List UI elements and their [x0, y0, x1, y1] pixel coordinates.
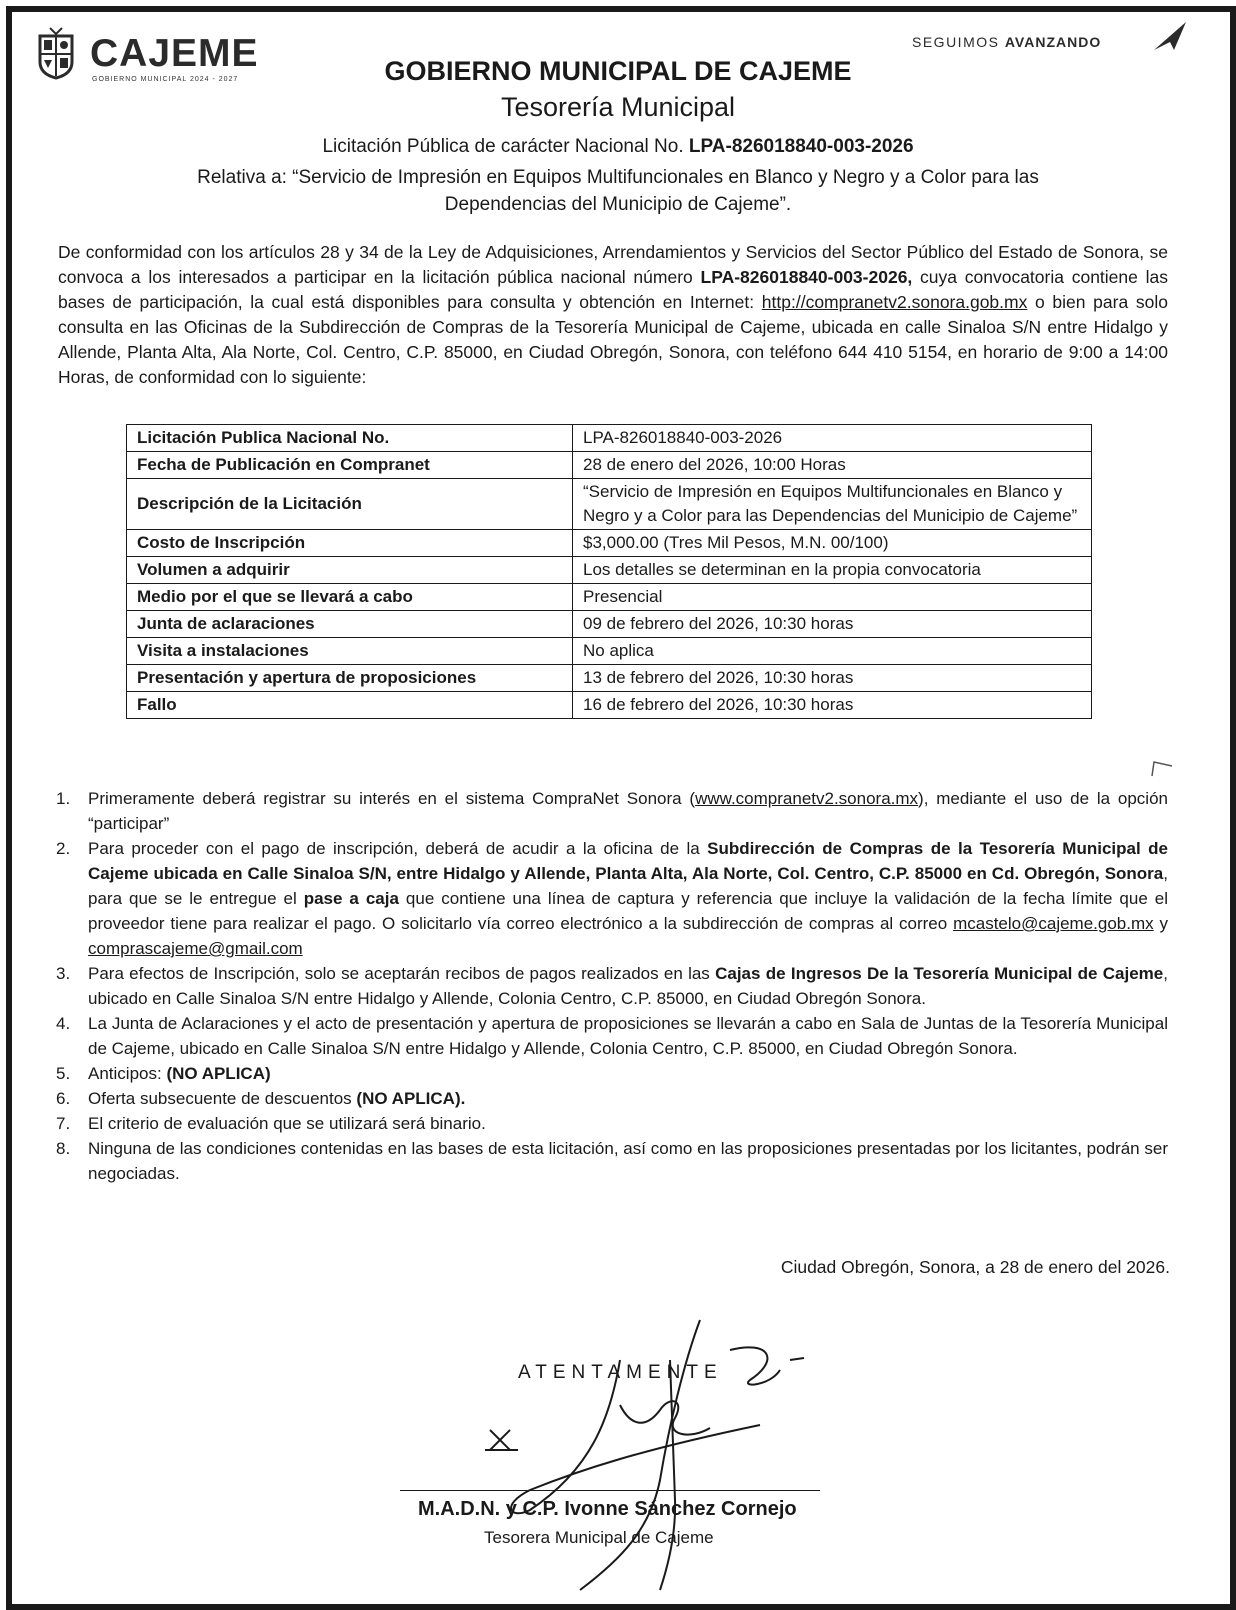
- intro-paragraph: [58, 240, 1168, 390]
- table-row: [127, 665, 1092, 692]
- condition-text: Oferta subsecuente de descuentos: [88, 1089, 352, 1108]
- condition-3: [56, 961, 1168, 1011]
- intro-part-1: De conformidad con los artículos 28 y 34 de la Ley de Adquisiciones, Arrendamientos y Servicios del Sector Público del Estado de Sonora, se convoca a los interesados a participar en la licitación pública nacional número: [58, 242, 1168, 287]
- condition-number: 5.: [56, 1064, 71, 1083]
- table-row: [127, 557, 1092, 584]
- condition-bold-text: (NO APLICA): [166, 1064, 271, 1083]
- table-label-cell: Fallo: [127, 692, 573, 719]
- place-date: Ciudad Obregón, Sonora, a 28 de enero del 2026.: [780, 1257, 1170, 1277]
- relativa-line-1: Relativa a: “Servicio de Impresión en Equipos Multifuncionales en Blanco y Negro y a Color para las: [197, 167, 1039, 188]
- page-title: GOBIERNO MUNICIPAL DE CAJEME: [384, 56, 852, 86]
- condition-6: [56, 1086, 1168, 1111]
- table-row: [127, 530, 1092, 557]
- condition-text: , ubicado en Calle Sinaloa S/N entre Hidalgo y Allende, Colonia Centro, C.P. 85000, en Ciudad Obregón Sonora.: [88, 964, 1168, 1008]
- table-row: [127, 452, 1092, 479]
- condition-text: Primeramente deberá registrar su interés en el sistema CompraNet Sonora (: [88, 789, 696, 808]
- table-value-cell: Los detalles se determinan en la propia convocatoria: [573, 557, 1092, 584]
- table-value-cell: 09 de febrero del 2026, 10:30 horas: [573, 611, 1092, 638]
- condition-text: Para proceder con el pago de inscripción, deberá de acudir a la oficina de la: [88, 839, 700, 858]
- condition-number: 2.: [56, 839, 71, 858]
- condition-bold-text: Subdirección de Compras de la Tesorería Municipal de Cajeme ubicada en Calle Sinaloa S/N, entre Hidalgo y Allende, Planta Alta, Ala Norte, Col. Centro, C.P. 85000 en Cd. Obregón, Sonora: [88, 839, 1168, 883]
- condition-text: que contiene una línea de captura y referencia que incluye la validación de la fecha límite que el proveedor tiene para realizar el pago. O solicitarlo vía correo electrónico a la subdirección de compras al correo: [88, 889, 1168, 933]
- logo-wordmark: CAJEME: [90, 32, 259, 75]
- signer-role: Tesorera Municipal de Cajeme: [484, 1528, 714, 1547]
- intro-part-3: o bien para solo consulta en las Oficinas de la Subdirección de Compras de la Tesorería Municipal de Cajeme, ubicada en calle Sinaloa S/N entre Hidalgo y Allende, Planta Alta, Ala Norte, Col. Centro, C.P. 85000, en Ciudad Obregón, Sonora, con teléfono 644 410 5154, en horario de 9:00 a 14:00 Horas, de conformidad con lo siguiente:: [58, 292, 1168, 387]
- condition-8: [56, 1136, 1168, 1186]
- condition-2: [56, 836, 1168, 961]
- email-link-compras[interactable]: comprascajeme@gmail.com: [88, 939, 303, 958]
- condition-text: y: [1159, 914, 1168, 933]
- licitacion-table: [126, 424, 1092, 719]
- table-label-cell: Licitación Publica Nacional No.: [127, 425, 573, 452]
- table-label-cell: Junta de aclaraciones: [127, 611, 573, 638]
- table-row: [127, 611, 1092, 638]
- condition-number: 1.: [56, 789, 71, 808]
- condition-7: [56, 1111, 1168, 1136]
- table-value-cell: No aplica: [573, 638, 1092, 665]
- table-value-cell: LPA-826018840-003-2026: [573, 425, 1092, 452]
- licitacion-prefix: Licitación Pública de carácter Nacional No.: [322, 136, 684, 157]
- table-label-cell: Volumen a adquirir: [127, 557, 573, 584]
- condition-text: El criterio de evaluación que se utilizará será binario.: [88, 1114, 486, 1133]
- condition-number: 3.: [56, 964, 71, 983]
- condition-bold-text: Cajas de Ingresos De la Tesorería Municipal de Cajeme: [715, 964, 1164, 983]
- licitacion-line: [0, 136, 1236, 158]
- table-value-cell: “Servicio de Impresión en Equipos Multifuncionales en Blanco y Negro y a Color para las Dependencias del Municipio de Cajeme”: [573, 479, 1092, 530]
- condition-text: ), mediante el uso de la opción “participar”: [88, 789, 1168, 833]
- condition-text: , para que se le entregue el: [88, 864, 1168, 908]
- licitacion-number: LPA-826018840-003-2026: [688, 136, 914, 157]
- condition-text: La Junta de Aclaraciones y el acto de presentación y apertura de proposiciones se llevarán a cabo en Sala de Juntas de la Tesorería Municipal de Cajeme, ubicado en Calle Sinaloa S/N entre Hidalgo y Allende, Colonia Centro, C.P. 85000, en Ciudad Obregón Sonora.: [88, 1014, 1168, 1058]
- table-label-cell: Visita a instalaciones: [127, 638, 573, 665]
- atentamente-label: ATENTAMENTE: [518, 1362, 723, 1383]
- table-label-cell: Presentación y apertura de proposiciones: [127, 665, 573, 692]
- pen-mark-icon: [1150, 758, 1174, 778]
- relativa-line: [0, 164, 1236, 218]
- condition-1: [56, 786, 1168, 836]
- condition-number: 4.: [56, 1014, 71, 1033]
- compranet-sonora-link[interactable]: www.compranetv2.sonora.mx: [695, 789, 919, 808]
- condition-text: Para efectos de Inscripción, solo se aceptarán recibos de pagos realizados en las: [88, 964, 710, 983]
- signature-line: [400, 1490, 820, 1491]
- intro-licitacion-number: LPA-826018840-003-2026,: [700, 267, 913, 287]
- condition-bold-text: pase a caja: [303, 889, 399, 908]
- condition-number: 6.: [56, 1089, 71, 1108]
- conditions-list: [56, 786, 1168, 1186]
- compranet-link[interactable]: http://compranetv2.sonora.gob.mx: [761, 292, 1028, 312]
- slogan-bold: AVANZANDO: [1004, 34, 1102, 50]
- table-value-cell: 16 de febrero del 2026, 10:30 horas: [573, 692, 1092, 719]
- table-row: [127, 479, 1092, 530]
- table-label-cell: Medio por el que se llevará a cabo: [127, 584, 573, 611]
- condition-number: 8.: [56, 1139, 71, 1158]
- email-link-mcastelo[interactable]: mcastelo@cajeme.gob.mx: [953, 914, 1154, 933]
- condition-bold-text: (NO APLICA).: [356, 1089, 466, 1108]
- table-value-cell: 13 de febrero del 2026, 10:30 horas: [573, 665, 1092, 692]
- page-subtitle: Tesorería Municipal: [500, 92, 736, 122]
- condition-text: Anticipos:: [88, 1064, 162, 1083]
- table-row: [127, 425, 1092, 452]
- table-value-cell: $3,000.00 (Tres Mil Pesos, M.N. 00/100): [573, 530, 1092, 557]
- swoosh-icon: [1152, 20, 1188, 54]
- signer-name: M.A.D.N. y C.P. Ivonne Sánchez Cornejo: [418, 1498, 797, 1520]
- logo-subtitle: GOBIERNO MUNICIPAL 2024 - 2027: [92, 76, 239, 83]
- table-row: [127, 584, 1092, 611]
- table-label-cell: Fecha de Publicación en Compranet: [127, 452, 573, 479]
- relativa-line-2: Dependencias del Municipio de Cajeme”.: [444, 194, 792, 215]
- table-value-cell: 28 de enero del 2026, 10:00 Horas: [573, 452, 1092, 479]
- intro-part-2: cuya convocatoria contiene las bases de participación, la cual está disponibles para consulta y obtención en Internet:: [58, 267, 1168, 312]
- table-value-cell: Presencial: [573, 584, 1092, 611]
- table-row: [127, 692, 1092, 719]
- condition-text: Ninguna de las condiciones contenidas en las bases de esta licitación, así como en las proposiciones presentadas por los licitantes, podrán ser negociadas.: [88, 1139, 1168, 1183]
- table-label-cell: Costo de Inscripción: [127, 530, 573, 557]
- slogan-light: SEGUIMOS: [912, 34, 1000, 50]
- condition-5: [56, 1061, 1168, 1086]
- table-label-cell: Descripción de la Licitación: [127, 479, 573, 530]
- table-row: [127, 638, 1092, 665]
- condition-4: [56, 1011, 1168, 1061]
- condition-number: 7.: [56, 1114, 71, 1133]
